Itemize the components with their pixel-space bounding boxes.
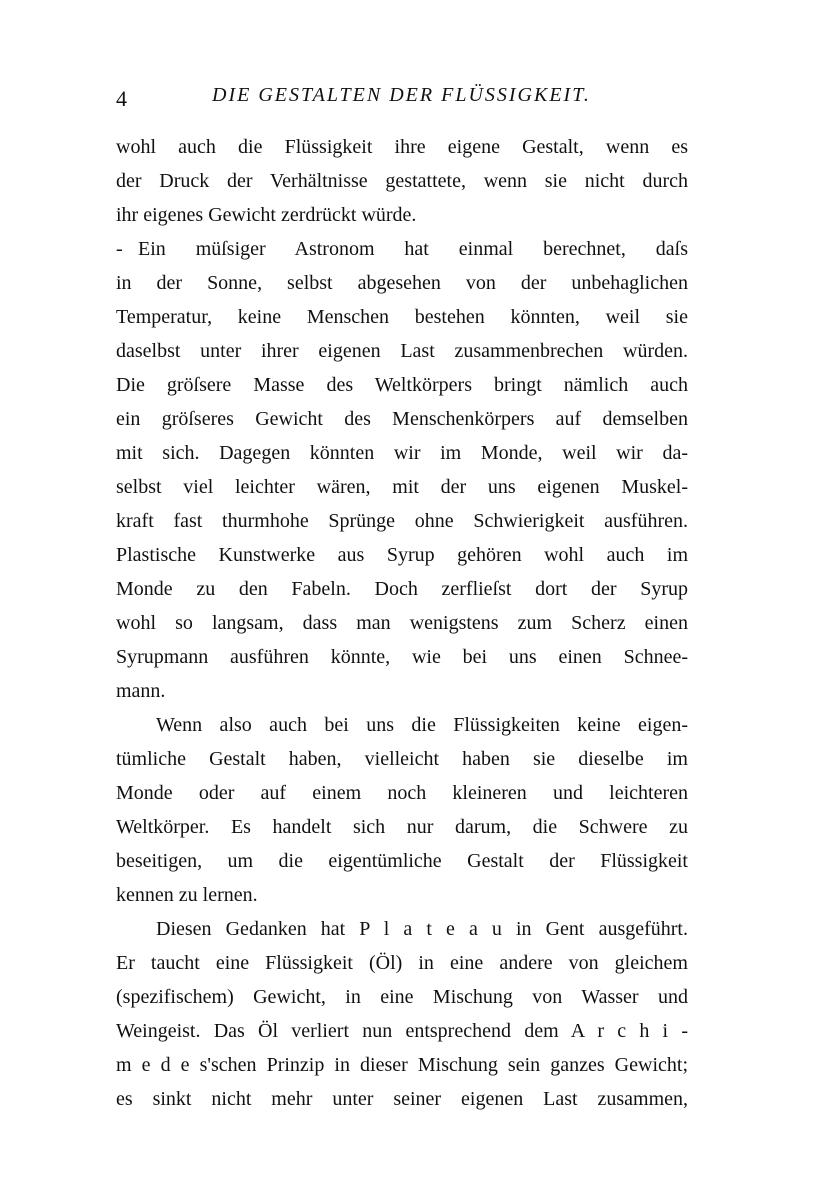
text-line: Die gröſsere Masse des Weltkörpers bringt nämlich auch [116, 374, 688, 396]
text-line: Temperatur, keine Menschen bestehen könnten, weil sie [116, 306, 688, 328]
text-line: kraft fast thurmhohe Sprünge ohne Schwierigkeit ausführen. [116, 510, 688, 532]
page-header [116, 84, 692, 114]
text-line: ihr eigenes Gewicht zerdrückt würde. [116, 204, 417, 226]
text-line: in der Sonne, selbst abgesehen von der unbehaglichen [116, 272, 688, 294]
text-line: mann. [116, 680, 166, 702]
text-line: wohl auch die Flüssigkeit ihre eigene Gestalt, wenn es [116, 136, 688, 158]
page-number: 4 [116, 86, 127, 111]
text-line: Wenn also auch bei uns die Flüssigkeiten keine eigen- [156, 714, 688, 736]
paragraph [116, 708, 688, 912]
paragraph [116, 912, 688, 1116]
paragraph [116, 232, 688, 708]
body-text [116, 130, 688, 1116]
text-line: daselbst unter ihrer eigenen Last zusammenbrechen würden. [116, 340, 688, 362]
text-line: kennen zu lernen. [116, 884, 258, 906]
text-line: der Druck der Verhältnisse gestattete, wenn sie nicht durch [116, 170, 688, 192]
text-line: Plastische Kunstwerke aus Syrup gehören wohl auch im [116, 544, 688, 566]
text-line: Weingeist. Das Öl verliert nun entsprechend dem A r c h i - [116, 1020, 688, 1042]
text-line: Monde oder auf einem noch kleineren und leichteren [116, 782, 688, 804]
text-line: Diesen Gedanken hat P l a t e a u in Gent ausgeführt. [156, 918, 688, 940]
text-line: m e d e s'schen Prinzip in dieser Mischung sein ganzes Gewicht; [116, 1054, 688, 1076]
text-line: es sinkt nicht mehr unter seiner eigenen Last zusammen, [116, 1088, 688, 1110]
text-line: wohl so langsam, dass man wenigstens zum Scherz einen [116, 612, 688, 634]
text-line: Syrupmann ausführen könnte, wie bei uns einen Schnee- [116, 646, 688, 668]
text-line: tümliche Gestalt haben, vielleicht haben sie dieselbe im [116, 748, 688, 770]
running-head: DIE GESTALTEN DER FLÜSSIGKEIT. [212, 84, 591, 106]
text-line: mit sich. Dagegen könnten wir im Monde, weil wir da- [116, 442, 688, 464]
paragraph [116, 130, 688, 232]
text-line: ein gröſseres Gewicht des Menschenkörpers auf demselben [116, 408, 688, 430]
text-line: Monde zu den Fabeln. Doch zerflieſst dort der Syrup [116, 578, 688, 600]
text-line-content: Ein müſsiger Astronom hat einmal berechnet, daſs [138, 238, 688, 260]
text-line: (spezifischem) Gewicht, in eine Mischung von Wasser und [116, 986, 688, 1008]
text-line [116, 232, 688, 266]
text-line: beseitigen, um die eigentümliche Gestalt der Flüssigkeit [116, 850, 688, 872]
text-line: Er taucht eine Flüssigkeit (Öl) in eine andere von gleichem [116, 952, 688, 974]
paragraph-marker: - [116, 238, 123, 260]
text-line: Weltkörper. Es handelt sich nur darum, die Schwere zu [116, 816, 688, 838]
text-line: selbst viel leichter wären, mit der uns eigenen Muskel- [116, 476, 688, 498]
